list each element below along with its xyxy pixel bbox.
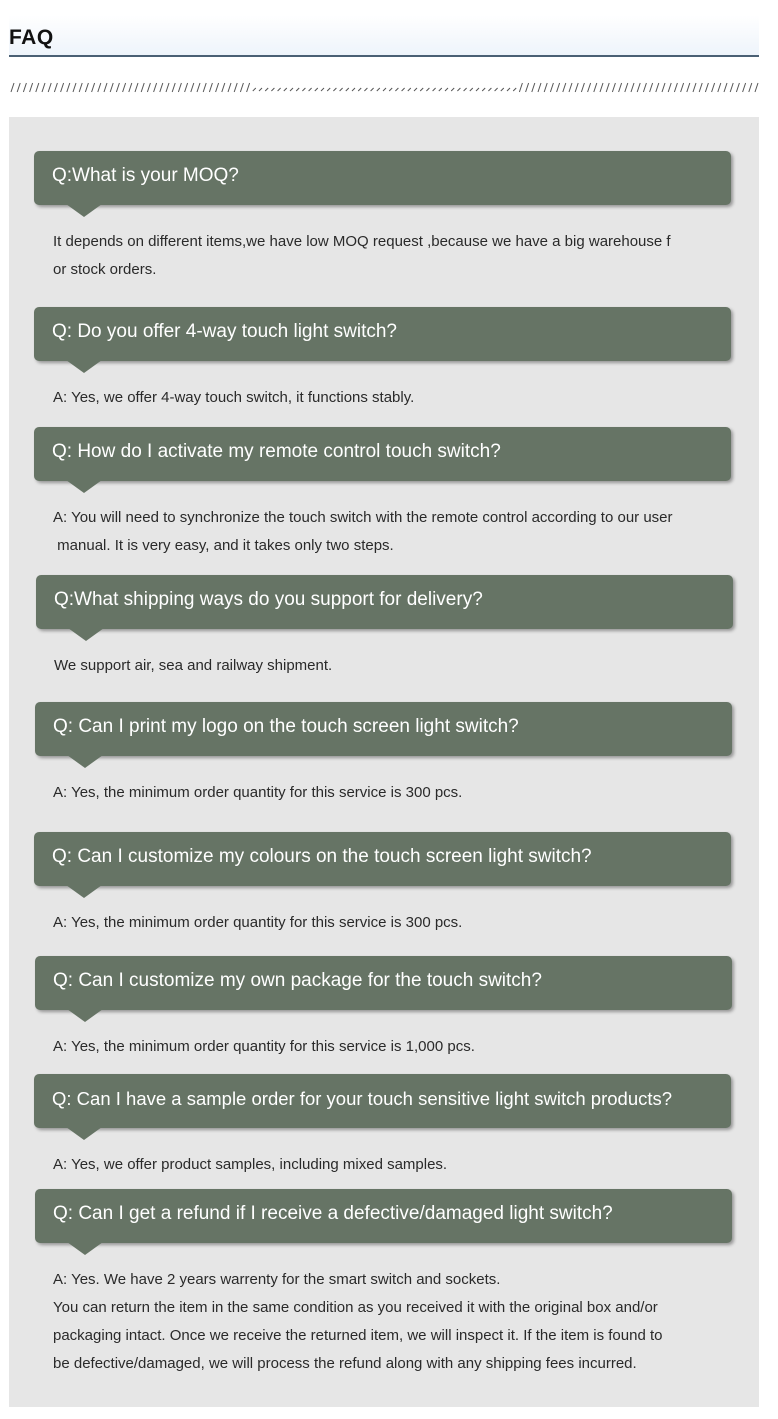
speech-tail-icon (66, 885, 102, 898)
question-text: Q:What is your MOQ? (52, 165, 239, 186)
faq-answer-refund (53, 1266, 662, 1378)
answer-line: It depends on different items,we have low MOQ request ,because we have a big warehouse f (53, 233, 671, 250)
answer-line: manual. It is very easy, and it takes only two steps. (53, 537, 394, 554)
answer-line: A: Yes, the minimum order quantity for this service is 300 pcs. (53, 914, 463, 931)
speech-tail-icon (66, 204, 102, 217)
faq-answer-remote (53, 504, 673, 560)
faq-question-sample (34, 1074, 731, 1128)
question-text: Q: Can I have a sample order for your touch sensitive light switch products? (52, 1088, 673, 1109)
question-text: Q: Do you offer 4-way touch light switch? (52, 321, 397, 342)
speech-tail-icon (67, 1009, 103, 1022)
faq-answer-sample (53, 1151, 447, 1179)
faq-question-colours (34, 832, 731, 886)
question-text: Q: Can I print my logo on the touch screen light switch? (53, 716, 519, 737)
speech-tail-icon (67, 1242, 103, 1255)
speech-tail-icon (66, 1127, 102, 1140)
question-text: Q: Can I customize my own package for the touch switch? (53, 970, 542, 991)
faq-question-moq (34, 151, 731, 205)
hatched-divider (9, 79, 759, 97)
answer-line: A: You will need to synchronize the touch switch with the remote control according to our user (53, 509, 673, 526)
faq-question-remote (34, 427, 731, 481)
speech-tail-icon (67, 755, 103, 768)
question-text: Q: Can I customize my colours on the touch screen light switch? (52, 846, 592, 867)
faq-header (9, 15, 759, 57)
question-text: Q: How do I activate my remote control touch switch? (52, 441, 501, 462)
speech-tail-icon (66, 480, 102, 493)
speech-tail-icon (66, 360, 102, 373)
answer-line: A: Yes, we offer product samples, including mixed samples. (53, 1156, 448, 1173)
question-text: Q:What shipping ways do you support for delivery? (54, 589, 483, 610)
faq-answer-logo (53, 779, 462, 807)
faq-answer-moq (53, 228, 671, 284)
answer-line: be defective/damaged, we will process the refund along with any shipping fees incurred. (53, 1355, 637, 1372)
faq-answer-4way (53, 384, 414, 412)
speech-tail-icon (68, 628, 104, 641)
answer-line: A: Yes, we offer 4-way touch switch, it functions stably. (53, 389, 415, 406)
answer-line: A: Yes, the minimum order quantity for this service is 1,000 pcs. (53, 1038, 475, 1055)
faq-answer-shipping (54, 652, 332, 680)
faq-question-4way (34, 307, 731, 361)
answer-line: packaging intact. Once we receive the returned item, we will inspect it. If the item is found to (53, 1327, 663, 1344)
faq-question-shipping (36, 575, 733, 629)
answer-line: or stock orders. (53, 261, 157, 278)
answer-line: You can return the item in the same condition as you received it with the original box and/or (53, 1299, 658, 1316)
answer-line: A: Yes, the minimum order quantity for this service is 300 pcs. (53, 784, 463, 801)
answer-line: We support air, sea and railway shipment. (54, 657, 333, 674)
faq-answer-package (53, 1033, 475, 1061)
faq-question-logo (35, 702, 732, 756)
page-title: FAQ (9, 26, 54, 49)
faq-answer-colours (53, 909, 462, 937)
faq-question-package (35, 956, 732, 1010)
faq-question-refund (35, 1189, 732, 1243)
question-text: Q: Can I get a refund if I receive a defective/damaged light switch? (53, 1203, 613, 1224)
answer-line: A: Yes. We have 2 years warrenty for the smart switch and sockets. (53, 1271, 501, 1288)
